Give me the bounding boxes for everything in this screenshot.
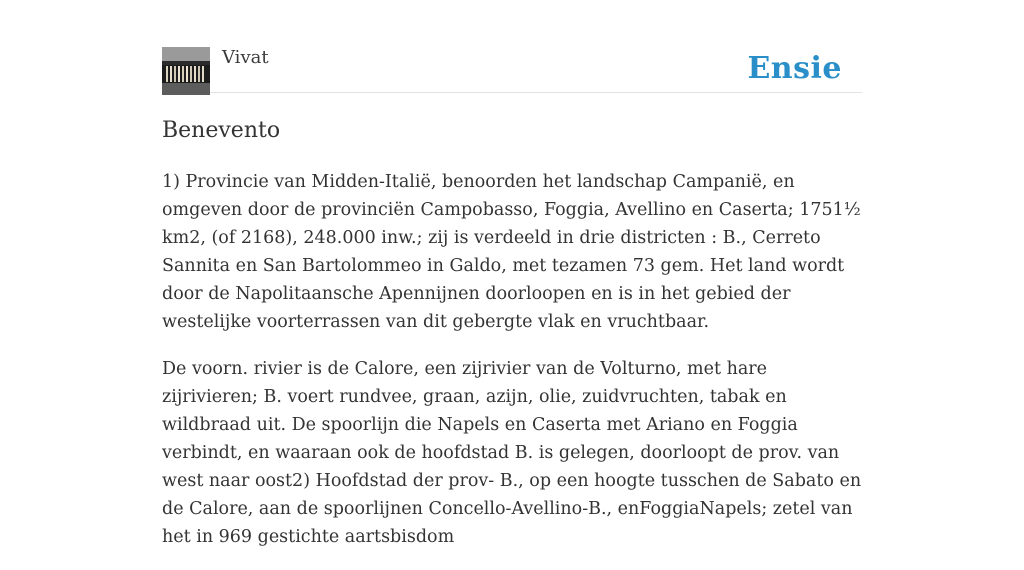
book-spines-avatar-icon	[162, 47, 210, 95]
article-header	[162, 46, 862, 93]
article-paragraph: 1) Provincie van Midden-Italië, benoorden het landschap Campanië, en omgeven door de provinciën Campobasso, Foggia, Avellino en Caserta; 1751½ km2, (of 2168), 248.000 inw.; zij is verdeeld in drie districten : B., Cerreto Sannita en San Bartolommeo in Galdo, met tezamen 73 gem. Het land wordt door de Napolitaansche Apennijnen doorloopen en is in het gebied der westelijke voorterrassen van dit gebergte vlak en vruchtbaar.	[162, 172, 861, 332]
ensie-logo[interactable]: Ensie	[747, 51, 842, 86]
source-name[interactable]: Vivat	[222, 47, 269, 68]
source-avatar[interactable]	[162, 47, 210, 95]
article-title: Benevento	[162, 118, 281, 143]
article-paragraph: De voorn. rivier is de Calore, een zijrivier van de Volturno, met hare zijrivieren; B. voert rundvee, graan, azijn, olie, zuidvruchten, tabak en wildbraad uit. De spoorlijn die Napels en Caserta met Ariano en Foggia verbindt, en waaraan ook de hoofdstad B. is gelegen, doorloopt de prov. van west naar oost2) Hoofdstad der prov- B., op een hoogte tusschen de Sabato en de Calore, aan de spoorlijnen Concello-Avellino-B., enFoggiaNapels; zetel van het in 969 gestichte aartsbisdom	[162, 359, 862, 547]
article-body	[162, 168, 866, 570]
